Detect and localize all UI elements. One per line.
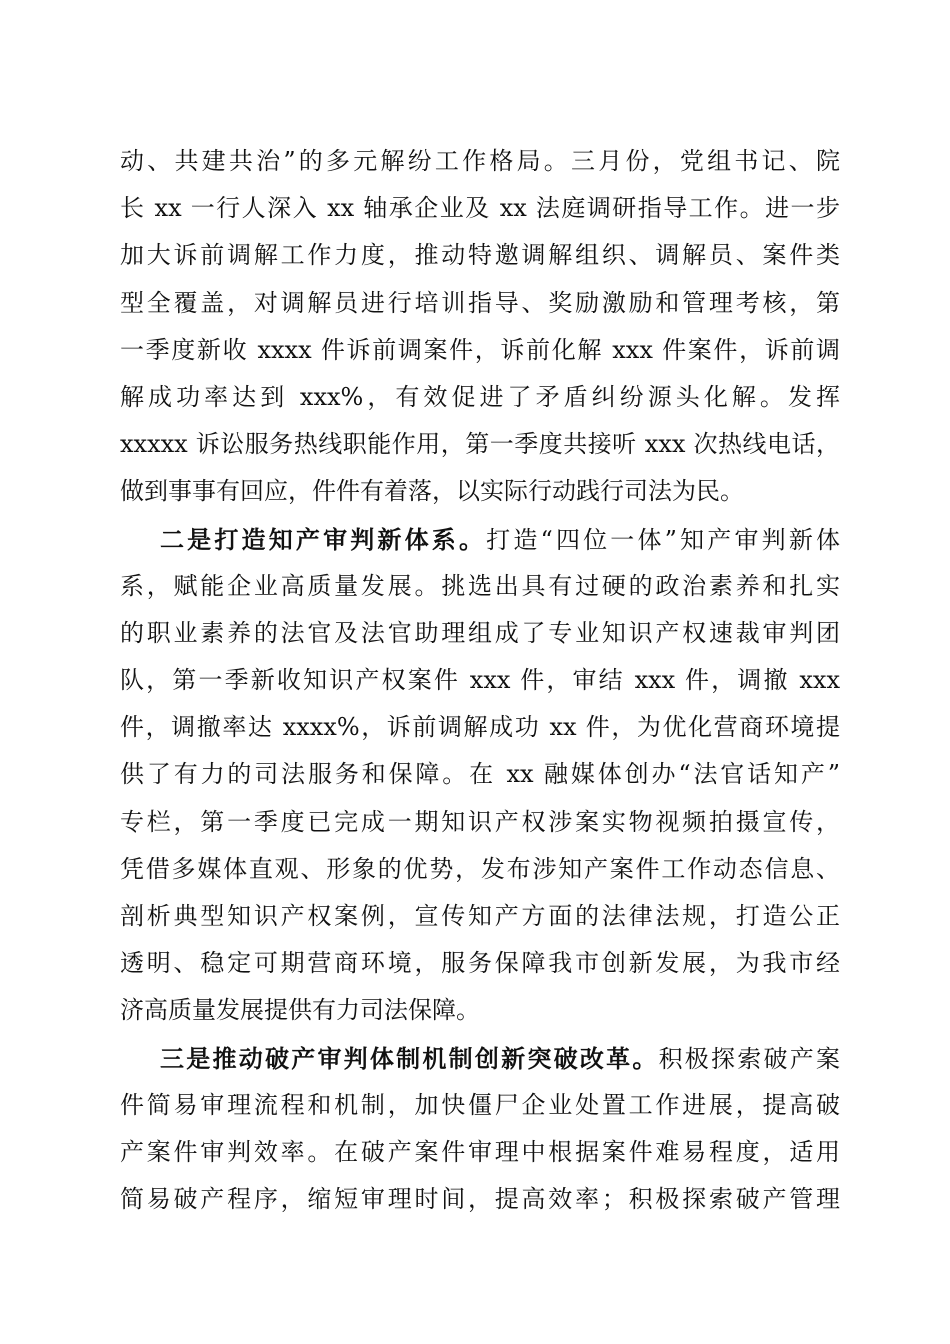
text-line: 解成功率达到 xxx%，有效促进了矛盾纠纷源头化解。发挥 (120, 382, 840, 411)
text-line: 供了有力的司法服务和保障。在 xx 融媒体创办“法官话知产” (120, 760, 840, 789)
text-line: 系，赋能企业高质量发展。挑选出具有过硬的政治素养和扎实 (120, 571, 840, 600)
paragraph-1 (120, 138, 840, 516)
text-line: 济高质量发展提供有力司法保障。 (120, 996, 480, 1025)
text-line: 做到事事有回应，件件有着落，以实际行动践行司法为民。 (120, 477, 744, 506)
text-line: 型全覆盖，对调解员进行培训指导、奖励激励和管理考核，第 (120, 288, 840, 317)
text-line: 的职业素养的法官及法官助理组成了专业知识产权速裁审判团 (120, 618, 840, 647)
text-line: 件简易审理流程和机制，加快僵尸企业处置工作进展，提高破 (120, 1090, 840, 1119)
text-line: 透明、稳定可期营商环境，服务保障我市创新发展，为我市经 (120, 949, 840, 978)
text-line: 简易破产程序，缩短审理时间，提高效率；积极探索破产管理 (120, 1185, 840, 1214)
document-body (120, 138, 840, 1223)
text-line: xxxxx 诉讼服务热线职能作用，第一季度共接听 xxx 次热线电话， (120, 430, 840, 459)
paragraph-text: 积极探索破产案 (658, 1044, 841, 1073)
text-line: 凭借多媒体直观、形象的优势，发布涉知产案件工作动态信息、 (120, 854, 840, 883)
text-line: 一季度新收 xxxx 件诉前调案件，诉前化解 xxx 件案件，诉前调 (120, 335, 840, 364)
text-line: 队，第一季新收知识产权案件 xxx 件，审结 xxx 件，调撤 xxx (120, 666, 840, 695)
paragraph-heading: 三是推动破产审判体制机制创新突破改革。 (160, 1043, 659, 1073)
text-line: 剖析典型知识产权案例，宣传知产方面的法律法规，打造公正 (120, 902, 840, 930)
text-line: 件，调撤率达 xxxx%，诉前调解成功 xx 件，为优化营商环境提 (120, 713, 840, 742)
text-line: 加大诉前调解工作力度，推动特邀调解组织、调解员、案件类 (120, 241, 840, 270)
paragraph-first-line (120, 1035, 840, 1082)
text-line: 专栏，第一季度已完成一期知识产权涉案实物视频拍摄宣传， (120, 807, 840, 836)
paragraph-text: 打造“四位一体”知产审判新体 (486, 525, 840, 554)
text-line: 动、共建共治”的多元解纷工作格局。三月份，党组书记、院 (120, 147, 840, 175)
paragraph-3 (120, 1035, 840, 1224)
text-line: 长 xx 一行人深入 xx 轴承企业及 xx 法庭调研指导工作。进一步 (120, 194, 840, 223)
text-line: 产案件审判效率。在破产案件审理中根据案件难易程度，适用 (120, 1137, 840, 1166)
paragraph-first-line (120, 516, 840, 563)
paragraph-heading: 二是打造知产审判新体系。 (160, 524, 487, 554)
paragraph-2 (120, 516, 840, 1035)
